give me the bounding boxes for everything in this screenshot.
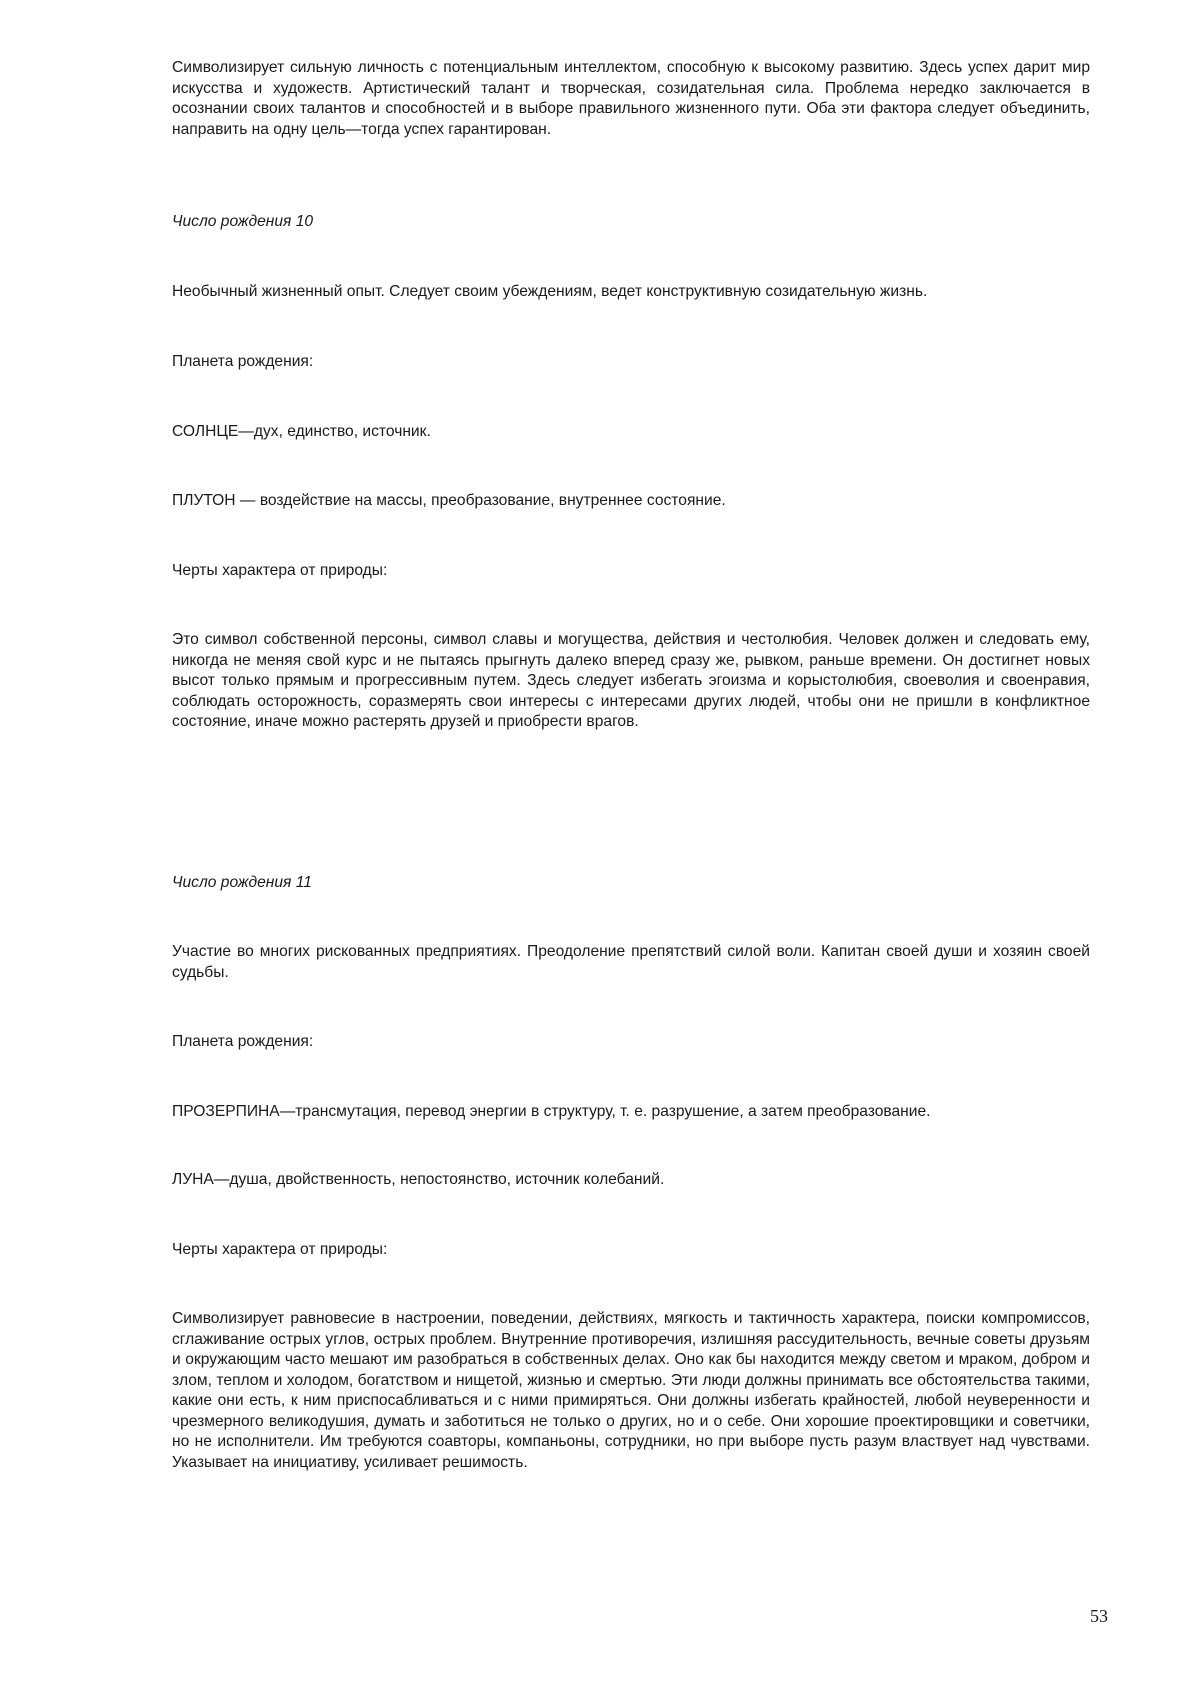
birth-10-traits-label: Черты характера от природы: xyxy=(172,562,388,579)
birth-10-traits-paragraph: Это символ собственной персоны, символ славы и могущества, действия и честолюбия. Человек должен и следовать ему, никогда не меняя свой курс и не пытаясь прыгнуть далеко вперед сразу же, рывком, раньше времени. Он достигнет новых высот только прямым и прогрессивным путем. Здесь следует избегать эгоизма и корыстолюбия, своеволия и своенравия, соблюдать осторожность, соразмерять свои интересы с интересами других людей, чтобы они не пришли в конфликтное состояние, иначе можно растерять друзей и приобрести врагов. xyxy=(172,631,1090,730)
planet-proserpina-line: ПРОЗЕРПИНА—трансмутация, перевод энергии в структуру, т. е. разрушение, а затем преобразование. xyxy=(172,1103,931,1120)
birth-11-description: Участие во многих рискованных предприятиях. Преодоление препятствий силой воли. Капитан своей души и хозяин своей судьбы. xyxy=(172,943,1090,981)
page-number: 53 xyxy=(1090,1606,1108,1626)
planet-moon-line: ЛУНА—душа, двойственность, непостоянство, источник колебаний. xyxy=(172,1171,665,1188)
planet-pluto-line: ПЛУТОН — воздействие на массы, преобразование, внутреннее состояние. xyxy=(172,492,726,509)
birth-10-description: Необычный жизненный опыт. Следует своим убеждениям, ведет конструктивную созидательную жизнь. xyxy=(172,283,928,300)
heading-birth-number-11: Число рождения 11 xyxy=(172,874,312,891)
heading-birth-number-10: Число рождения 10 xyxy=(172,213,314,230)
birth-11-traits-label: Черты характера от природы: xyxy=(172,1241,388,1258)
birth-10-planet-label: Планета рождения: xyxy=(172,353,314,370)
planet-sun-line: СОЛНЦЕ—дух, единство, источник. xyxy=(172,423,431,440)
birth-11-planet-label: Планета рождения: xyxy=(172,1033,314,1050)
birth-11-traits-paragraph: Символизирует равновесие в настроении, поведении, действиях, мягкость и тактичность характера, поиски компромиссов, сглаживание острых углов, острых проблем. Внутренние противоречия, излишняя рассудительность, вечные советы друзьям и окружающим часто мешают им разобраться в собственных делах. Оно как бы находится между светом и мраком, добром и злом, теплом и холодом, богатством и нищетой, жизнью и смертью. Эти люди должны принимать все обстоятельства такими, какие они есть, к ним приспосабливаться и с ними примиряться. Они должны избегать крайностей, любой неуверенности и чрезмерного великодушия, думать и заботиться не только о других, но и о себе. Они хорошие проектировщики и советчики, но не исполнители. Им требуются соавторы, компаньоны, сотрудники, но при выборе пусть разум властвует над чувствами. Указывает на инициативу, усиливает решимость. xyxy=(172,1310,1090,1471)
intro-paragraph: Символизирует сильную личность с потенциальным интеллектом, способную к высокому развитию. Здесь успех дарит мир искусства и художеств. Артистический талант и творческая, созидательная сила. Проблема нередко заключается в осознании своих талантов и способностей и в выборе правильного жизненного пути. Оба эти фактора следует объединить, направить на одну цель—тогда успех гарантирован. xyxy=(172,59,1090,138)
